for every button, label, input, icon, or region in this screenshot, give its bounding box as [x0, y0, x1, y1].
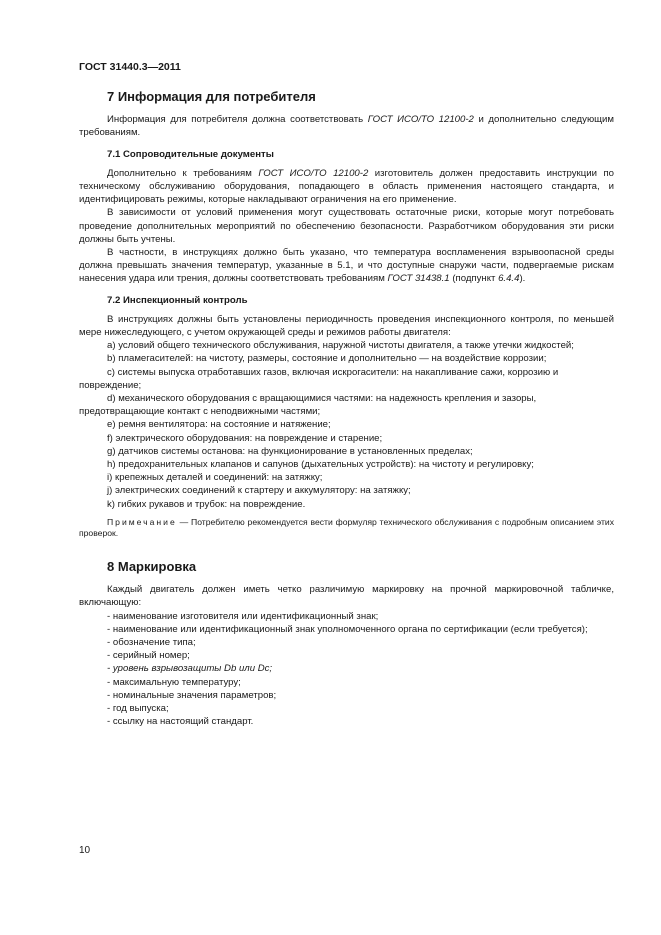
note: Примечание — Потребителю рекомендуется вести формуляр технического обслуживания с подробным описанием этих проверок. — [79, 516, 614, 539]
list-item: a) условий общего технического обслуживания, наружной чистоты двигателя, а также утечки жидкостей; — [107, 340, 574, 352]
list-item: k) гибких рукавов и трубок: на повреждение. — [107, 498, 306, 510]
list-item: - наименование изготовителя или идентификационный знак; — [107, 610, 379, 622]
paragraph: Дополнительно к требованиям ГОСТ ИСО/ТО 12100-2 изготовитель должен предоставить инструкции по техническому обслуживанию оборудования, попадающего в область применения настоящего стандарта, и идентифицировать режимы, которые накладывают ограничения на его применение. — [79, 167, 614, 206]
marking-list — [79, 610, 614, 729]
subsection-7-2-title: 7.2 Инспекционный контроль — [107, 294, 248, 306]
page-number: 10 — [79, 845, 91, 856]
paragraph: В частности, в инструкциях должно быть указано, что температура воспламенения взрывоопасной среды должна превышать значения температур, указанные в 5.1, и что доступные снаружи части, подвергаемые рискам нанесения удара или трения, должны соответствовать требованиям ГОСТ 31438.1 (подпункт 6.4.4). — [79, 247, 614, 285]
section-7-title: 7 Информация для потребителя — [107, 89, 316, 104]
list-item: e) ремня вентилятора: на состояние и натяжение; — [107, 419, 331, 431]
note-label: Примечание — [107, 516, 177, 527]
subsection-7-1-title: 7.1 Сопроводительные документы — [107, 148, 274, 160]
list-item: j) электрических соединений к стартеру и аккумулятору: на затяжку; — [107, 485, 411, 497]
list-item: h) предохранительных клапанов и сапунов (дыхательных устройств): на чистоту и регулировку; — [107, 459, 534, 471]
list-item: - номинальные значения параметров; — [107, 689, 277, 701]
section-8-title: 8 Маркировка — [107, 558, 197, 574]
list-item: c) системы выпуска отработавших газов, включая искрогасители: на накапливание сажи, коррозию и повреждение; — [79, 366, 559, 391]
list-item: - год выпуска; — [107, 702, 169, 714]
list-item: - ссылку на настоящий стандарт. — [107, 716, 254, 728]
list-item: - обозначение типа; — [107, 636, 196, 648]
page-content — [79, 90, 614, 728]
list-item: b) пламегасителей: на чистоту, размеры, состояние и дополнительно — на воздействие коррозии; — [107, 353, 547, 365]
paragraph: Каждый двигатель должен иметь четко различимую маркировку на прочной маркировочной табличке, включающую: — [79, 584, 614, 609]
list-item: i) крепежных деталей и соединений: на затяжку; — [107, 472, 323, 484]
paragraph: В зависимости от условий применения могут существовать остаточные риски, которые могут потребовать проведение дополнительных мероприятий по обеспечению безопасности. Разработчиком оборудования эти риски должны быть учтены. — [79, 207, 614, 245]
standard-code: ГОСТ 31440.3—2011 — [79, 61, 181, 73]
list-item: d) механического оборудования с вращающимися частями: на надежность крепления и зазоры, предотвращающие контакт с неподвижными частями; — [79, 393, 537, 418]
list-item: - серийный номер; — [107, 650, 190, 662]
inspection-list — [79, 339, 614, 511]
list-item: - максимальную температуру; — [107, 676, 241, 688]
section-7-intro: Информация для потребителя должна соответствовать ГОСТ ИСО/ТО 12100-2 и дополнительно следующим требованиям. — [79, 114, 614, 139]
list-item: g) датчиков системы останова: на функционирование в установленных пределах; — [107, 445, 473, 457]
paragraph: В инструкциях должны быть установлены периодичность проведения инспекционного контроля, по меньшей мере нижеследующего, с учетом окружающей среды и режимов работы двигателя: — [79, 313, 614, 339]
list-item: f) электрического оборудования: на повреждение и старение; — [107, 432, 383, 444]
list-item: - наименование или идентификационный знак уполномоченного органа по сертификации (если требуется); — [107, 623, 588, 635]
list-item: - уровень взрывозащиты Db или Dc; — [107, 663, 273, 675]
